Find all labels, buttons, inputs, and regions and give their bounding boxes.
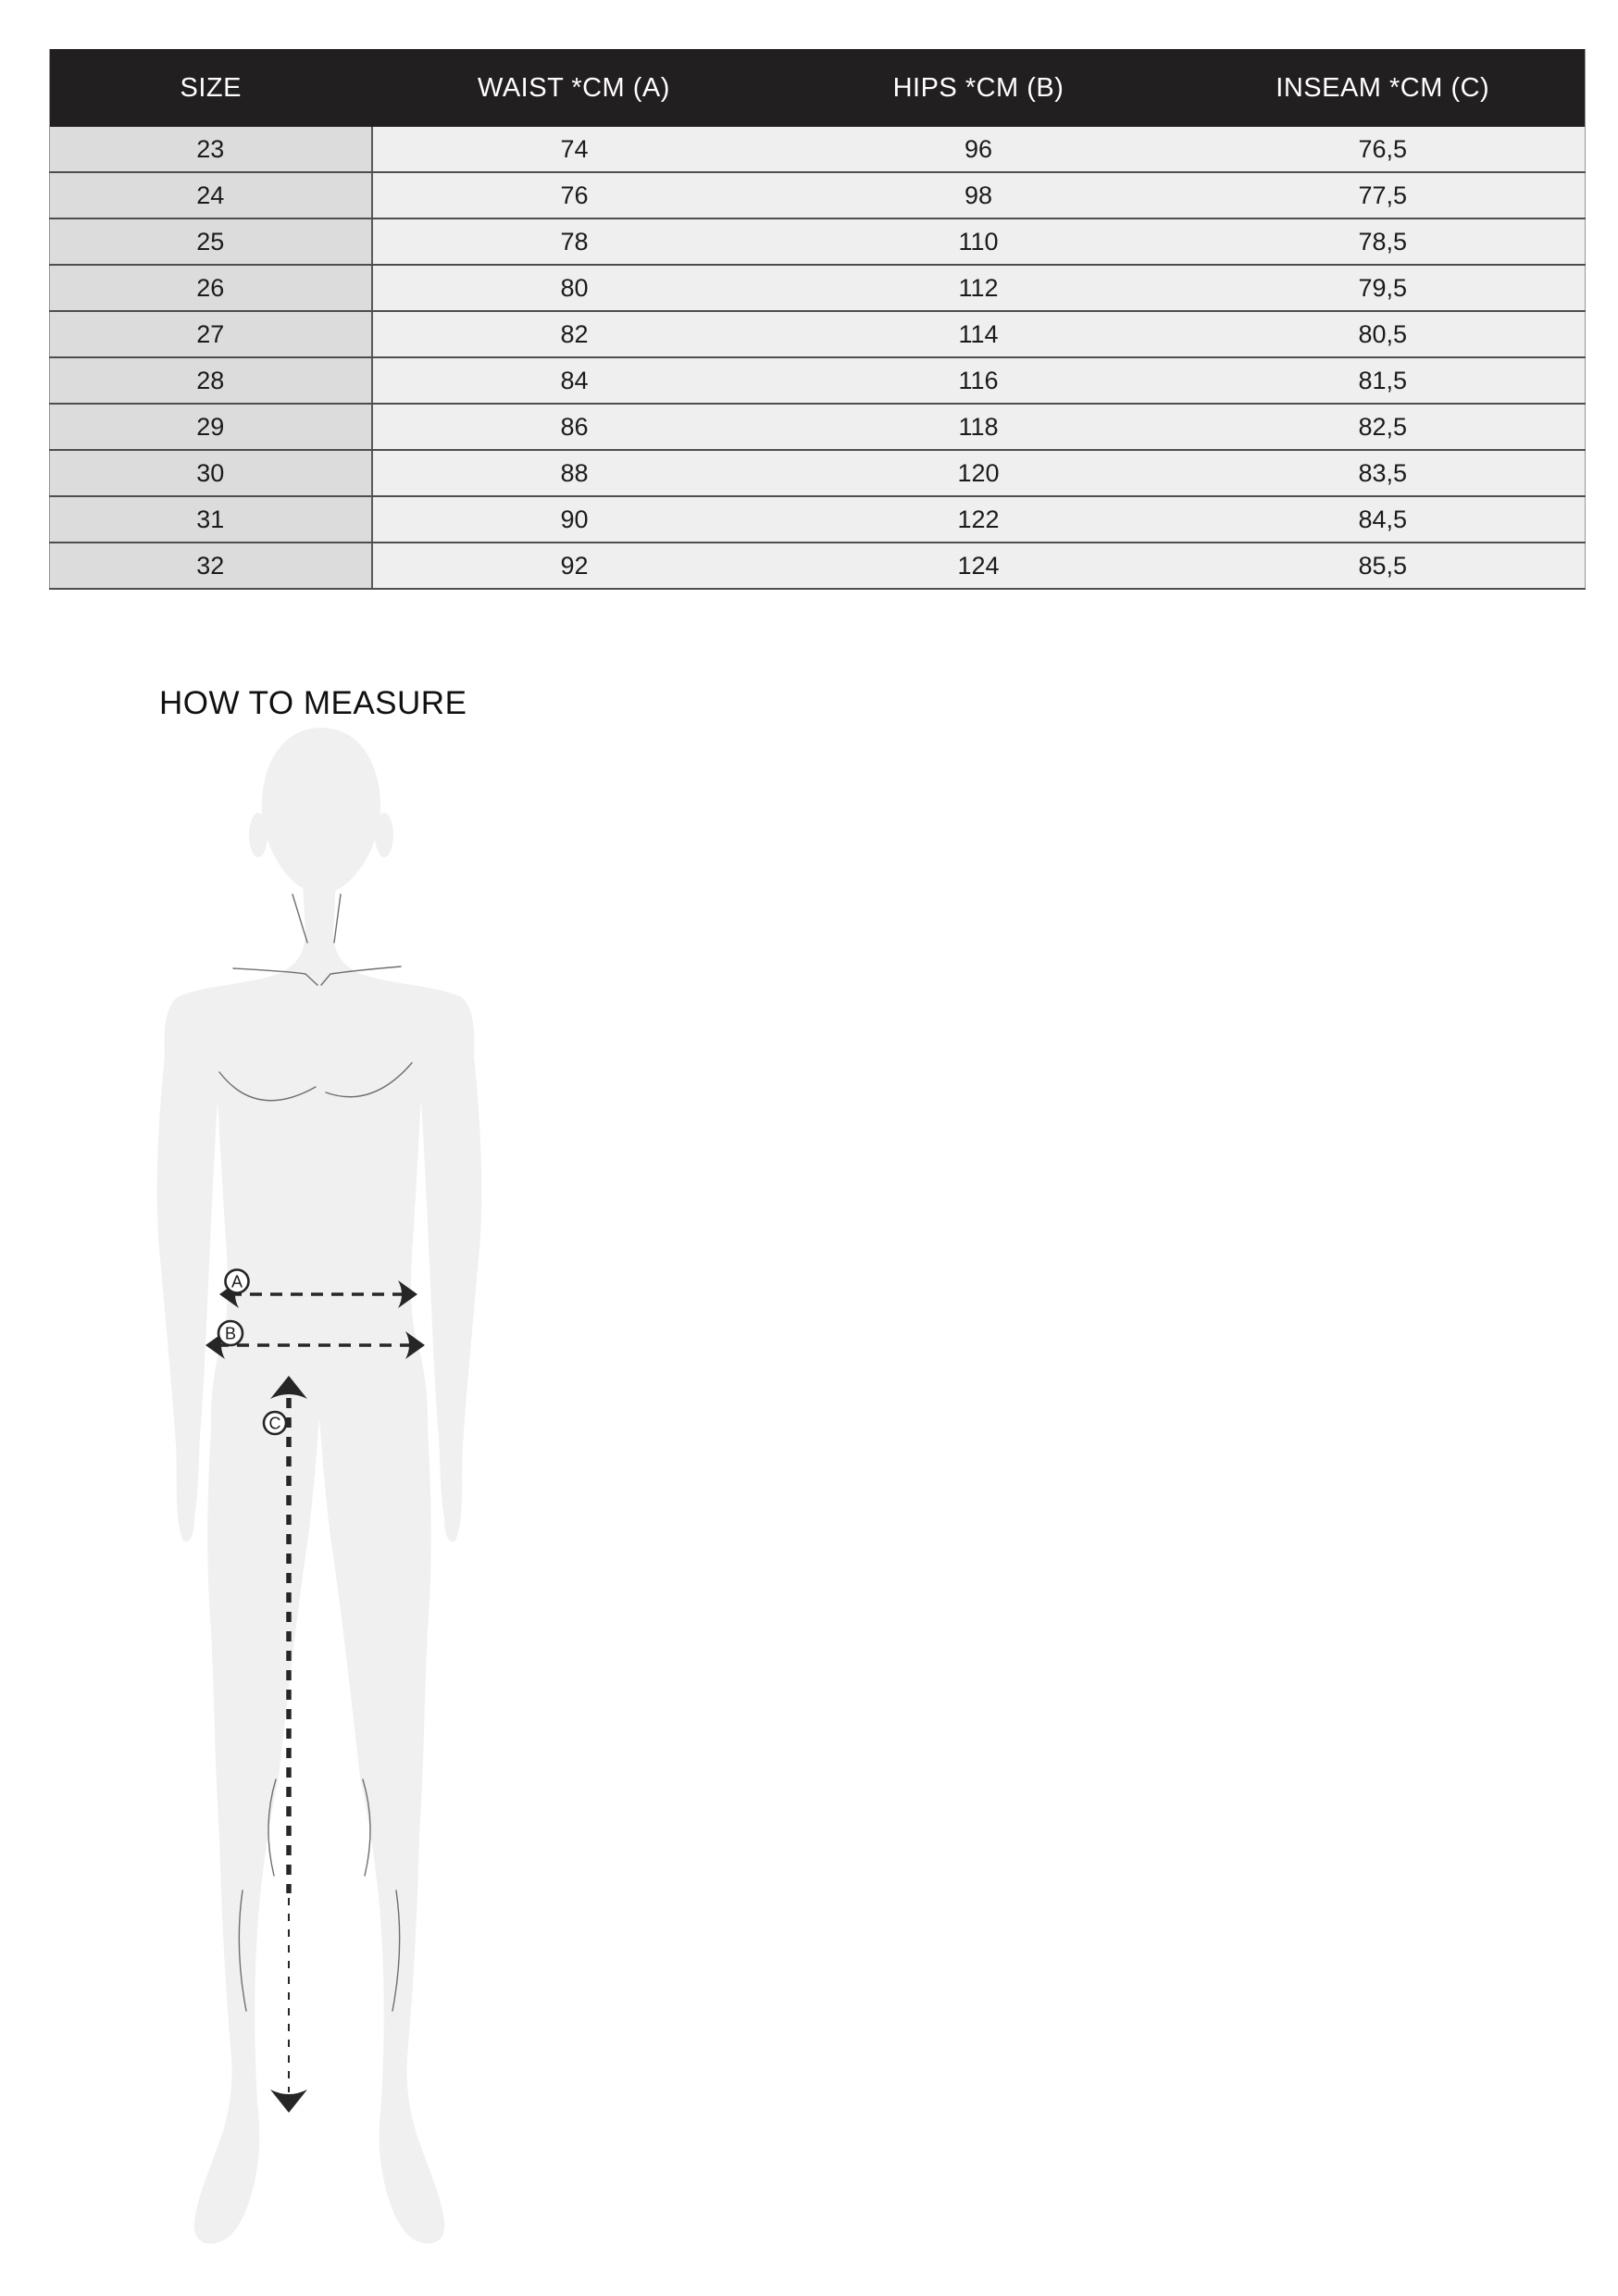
cell-hips: 120 — [777, 450, 1181, 496]
cell-hips: 98 — [777, 172, 1181, 218]
how-to-measure-heading: HOW TO MEASURE — [159, 685, 467, 721]
cell-waist: 78 — [372, 218, 777, 265]
arrowhead-down — [270, 2090, 307, 2113]
label-a: A — [230, 1272, 243, 1292]
cell-inseam: 78,5 — [1181, 218, 1586, 265]
neck-line-right — [334, 894, 341, 942]
cell-size: 27 — [50, 311, 372, 357]
label-b: B — [224, 1324, 237, 1343]
cell-waist: 88 — [372, 450, 777, 496]
cell-hips: 112 — [777, 265, 1181, 311]
table-row — [50, 127, 1586, 172]
cell-waist: 86 — [372, 404, 777, 450]
header-inseam: INSEAM *CM (C) — [1181, 49, 1586, 127]
size-chart-table — [49, 49, 1585, 590]
cell-inseam: 76,5 — [1181, 127, 1586, 172]
cell-size: 32 — [50, 543, 372, 589]
table-header-row — [50, 49, 1586, 127]
cell-waist: 76 — [372, 172, 777, 218]
label-c: C — [268, 1414, 281, 1433]
cell-inseam: 82,5 — [1181, 404, 1586, 450]
table-row — [50, 218, 1586, 265]
table-row — [50, 543, 1586, 589]
cell-size: 29 — [50, 404, 372, 450]
cell-waist: 84 — [372, 357, 777, 404]
cell-inseam: 77,5 — [1181, 172, 1586, 218]
cell-size: 30 — [50, 450, 372, 496]
cell-hips: 110 — [777, 218, 1181, 265]
table-row — [50, 357, 1586, 404]
cell-hips: 122 — [777, 496, 1181, 543]
table-row — [50, 172, 1586, 218]
cell-hips: 124 — [777, 543, 1181, 589]
table-row — [50, 404, 1586, 450]
cell-waist: 80 — [372, 265, 777, 311]
cell-size: 28 — [50, 357, 372, 404]
cell-hips: 114 — [777, 311, 1181, 357]
cell-waist: 90 — [372, 496, 777, 543]
header-size: SIZE — [50, 49, 372, 127]
cell-size: 23 — [50, 127, 372, 172]
table-row — [50, 450, 1586, 496]
table-row — [50, 496, 1586, 543]
cell-inseam: 83,5 — [1181, 450, 1586, 496]
table-row — [50, 311, 1586, 357]
cell-inseam: 80,5 — [1181, 311, 1586, 357]
cell-waist: 92 — [372, 543, 777, 589]
cell-waist: 82 — [372, 311, 777, 357]
cell-inseam: 81,5 — [1181, 357, 1586, 404]
measurement-figure — [130, 722, 518, 2259]
header-hips: HIPS *CM (B) — [777, 49, 1181, 127]
table-row — [50, 265, 1586, 311]
cell-size: 26 — [50, 265, 372, 311]
cell-inseam: 84,5 — [1181, 496, 1586, 543]
cell-hips: 96 — [777, 127, 1181, 172]
cell-inseam: 85,5 — [1181, 543, 1586, 589]
croquis-illustration — [130, 722, 518, 2259]
cell-size: 25 — [50, 218, 372, 265]
cell-waist: 74 — [372, 127, 777, 172]
cell-size: 24 — [50, 172, 372, 218]
header-waist: WAIST *CM (A) — [372, 49, 777, 127]
cell-size: 31 — [50, 496, 372, 543]
cell-hips: 116 — [777, 357, 1181, 404]
cell-inseam: 79,5 — [1181, 265, 1586, 311]
body-silhouette — [157, 728, 482, 2243]
cell-hips: 118 — [777, 404, 1181, 450]
